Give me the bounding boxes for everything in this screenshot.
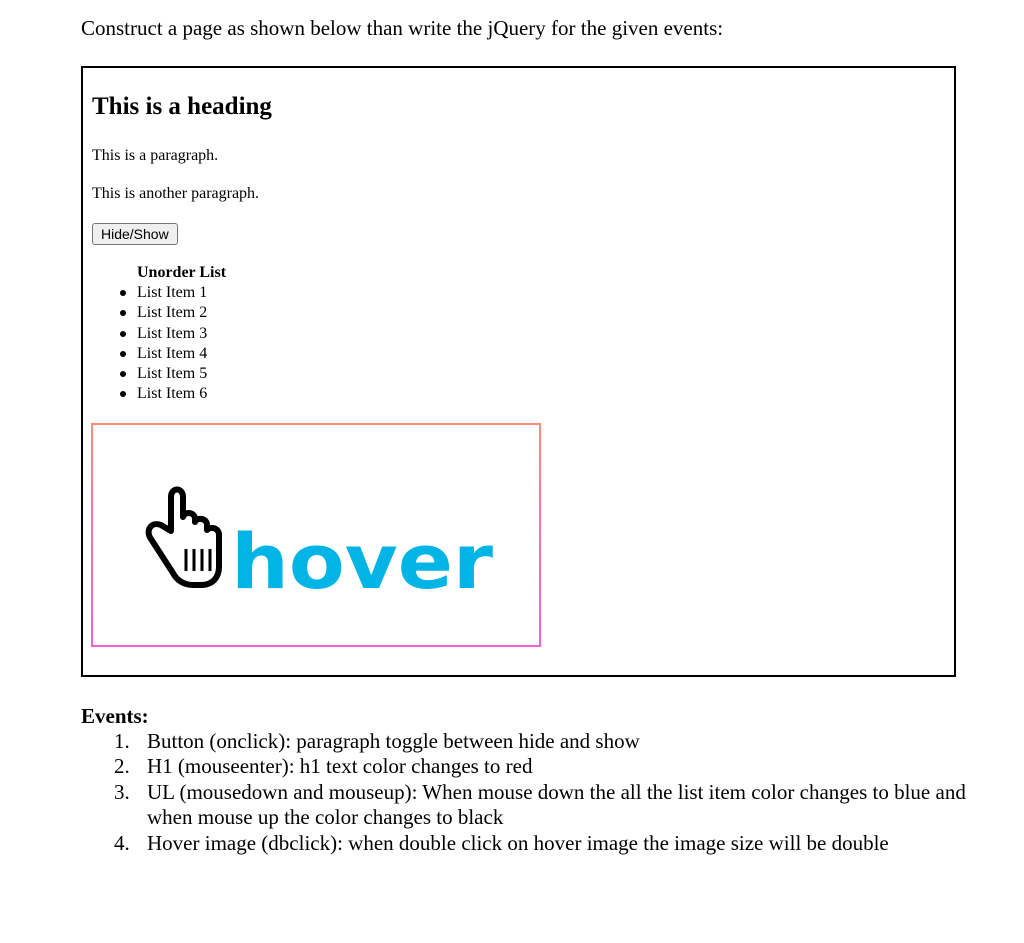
event-item xyxy=(81,729,977,754)
intro-text: Construct a page as shown below than write the jQuery for the given events: xyxy=(81,16,724,40)
hover-word: hover xyxy=(231,517,494,606)
hide-show-button[interactable]: Hide/Show xyxy=(92,223,178,245)
events-list xyxy=(81,729,977,856)
list-item: List Item 4 xyxy=(137,344,226,364)
event-text: Hover image (dbclick): when double click on hover image the image size will be double xyxy=(147,830,889,855)
list-item: List Item 3 xyxy=(137,324,226,344)
hover-image-graphic xyxy=(93,425,539,645)
list-item: List Item 1 xyxy=(137,283,226,303)
list-item: List Item 6 xyxy=(137,384,226,404)
event-number: 4. xyxy=(114,830,130,855)
event-item xyxy=(81,754,977,779)
event-text: H1 (mouseenter): h1 text color changes to red xyxy=(147,754,533,779)
events-title: Events: xyxy=(81,704,149,728)
unordered-list-block[interactable] xyxy=(137,263,226,404)
event-text: UL (mousedown and mouseup): When mouse down the all the list item color changes to blue and when mouse up the color changes to black xyxy=(147,779,966,830)
unordered-list[interactable] xyxy=(137,283,226,404)
event-item xyxy=(81,831,977,856)
demo-paragraph-2: This is another paragraph. xyxy=(92,185,260,202)
list-item: List Item 5 xyxy=(137,364,226,384)
list-item: List Item 2 xyxy=(137,303,226,323)
event-item xyxy=(81,780,977,831)
pointing-hand-icon xyxy=(149,490,219,586)
demo-heading[interactable]: This is a heading xyxy=(92,93,272,120)
list-title: Unorder List xyxy=(137,264,227,281)
demo-page-frame xyxy=(81,66,956,677)
hover-image[interactable] xyxy=(91,423,541,647)
event-number: 1. xyxy=(114,729,130,753)
event-number: 3. xyxy=(114,779,130,804)
demo-paragraph-1: This is a paragraph. xyxy=(92,147,219,164)
event-text: Button (onclick): paragraph toggle between hide and show xyxy=(147,729,640,753)
event-number: 2. xyxy=(114,754,130,779)
